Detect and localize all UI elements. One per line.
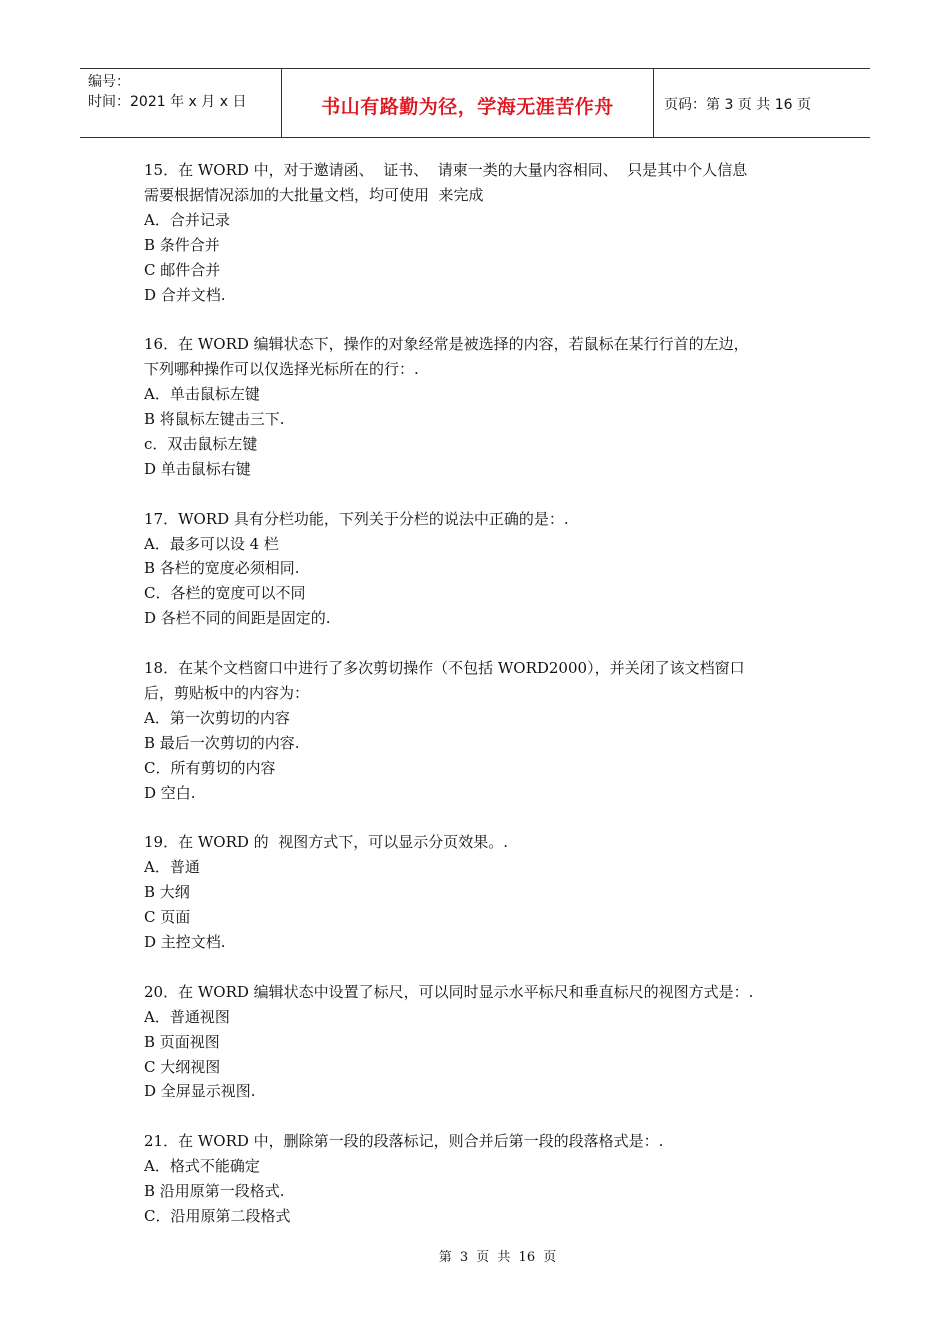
- answer-option: C 大纲视图: [144, 1057, 221, 1076]
- answer-option: B 将鼠标左键击三下.: [144, 410, 285, 429]
- answer-option: A．第一次剪切的内容: [144, 708, 290, 727]
- header-meta: [80, 69, 282, 137]
- time-label: 时间：2021 年 x 月 x 日: [88, 94, 247, 110]
- answer-option: D 单击鼠标右键: [144, 459, 251, 478]
- question-stem-line: 18．在某个文档窗口中进行了多次剪切操作（不包括 WORD2000），并关闭了该文档窗口: [144, 659, 745, 678]
- answer-option: B 页面视图: [144, 1032, 220, 1051]
- page-header: [80, 68, 870, 138]
- answer-option: A．普通: [144, 858, 200, 877]
- question-stem-line: 19．在 WORD 的 视图方式下，可以显示分页效果。.: [144, 833, 508, 852]
- answer-option: D 各栏不同的间距是固定的.: [144, 609, 331, 628]
- question-block: [144, 1129, 824, 1229]
- question-block: [144, 332, 824, 481]
- answer-option: B 大纲: [144, 883, 190, 902]
- answer-option: B 沿用原第一段格式.: [144, 1182, 285, 1201]
- answer-option: C．各栏的宽度可以不同: [144, 584, 306, 603]
- number-label: 编号：: [88, 74, 130, 90]
- answer-option: A．格式不能确定: [144, 1157, 260, 1176]
- answer-option: c．双击鼠标左键: [144, 434, 258, 453]
- page-footer: 第 3 页 共 16 页: [438, 1250, 557, 1265]
- question-stem-line: 16．在 WORD 编辑状态下，操作的对象经常是被选择的内容，若鼠标在某行行首的左边，: [144, 335, 749, 354]
- question-stem-line: 需要根据情况添加的大批量文档，均可使用 来完成: [144, 185, 484, 204]
- answer-option: A．合并记录: [144, 210, 230, 229]
- question-block: [144, 830, 824, 955]
- question-stem-line: 20．在 WORD 编辑状态中设置了标尺，可以同时显示水平标尺和垂直标尺的视图方式是：.: [144, 982, 754, 1001]
- answer-option: D 空白.: [144, 783, 196, 802]
- answer-option: B 条件合并: [144, 235, 220, 254]
- answer-option: A．普通视图: [144, 1007, 230, 1026]
- answer-option: D 全屏显示视图.: [144, 1082, 256, 1101]
- answer-option: B 各栏的宽度必须相同.: [144, 559, 300, 578]
- answer-option: C 邮件合并: [144, 260, 221, 279]
- question-block: [144, 656, 824, 805]
- question-list: [144, 158, 824, 1254]
- header-page-info: 页码：第 3 页 共 16 页: [664, 97, 811, 113]
- question-stem-line: 下列哪种操作可以仅选择光标所在的行：.: [144, 360, 419, 379]
- answer-option: D 合并文档.: [144, 285, 226, 304]
- answer-option: D 主控文档.: [144, 933, 226, 952]
- question-block: [144, 980, 824, 1105]
- question-stem-line: 15．在 WORD 中，对于邀请函、 证书、 请柬一类的大量内容相同、 只是其中个人信息: [144, 161, 748, 179]
- answer-option: C．沿用原第二段格式: [144, 1206, 291, 1225]
- answer-option: C 页面: [144, 908, 191, 927]
- question-block: [144, 158, 824, 307]
- header-motto: 书山有路勤为径，学海无涯苦作舟: [282, 69, 654, 137]
- answer-option: B 最后一次剪切的内容.: [144, 733, 300, 752]
- question-stem-line: 21．在 WORD 中，删除第一段的段落标记，则合并后第一段的段落格式是：.: [144, 1132, 664, 1151]
- question-stem-line: 17．WORD 具有分栏功能，下列关于分栏的说法中正确的是：.: [144, 509, 569, 528]
- answer-option: A．最多可以设 4 栏: [144, 534, 279, 553]
- answer-option: C．所有剪切的内容: [144, 758, 276, 777]
- answer-option: A．单击鼠标左键: [144, 385, 260, 404]
- question-block: [144, 507, 824, 632]
- question-stem-line: 后，剪贴板中的内容为：: [144, 683, 310, 702]
